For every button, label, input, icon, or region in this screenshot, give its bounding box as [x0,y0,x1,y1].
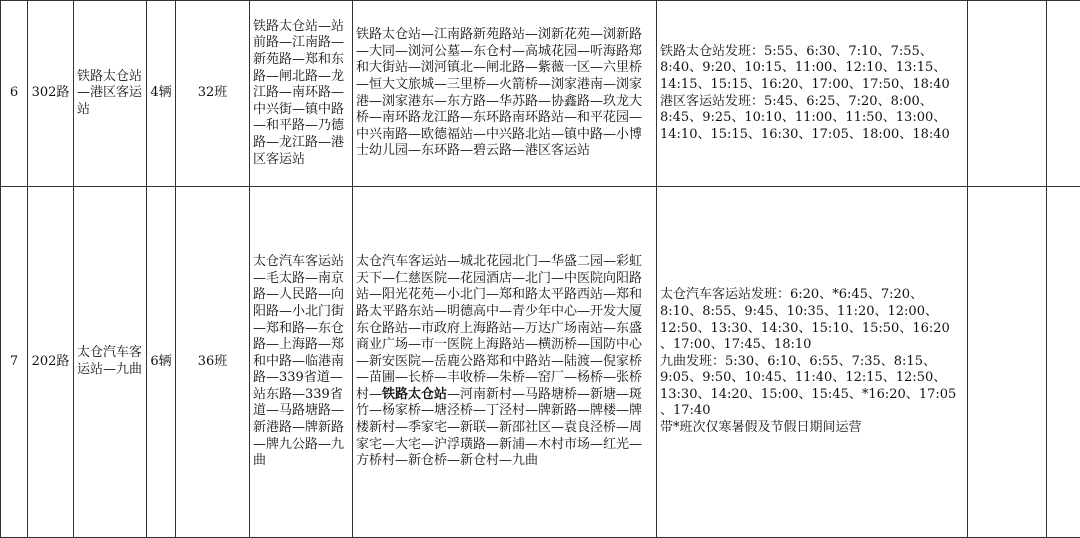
table-row [1,187,1080,538]
empty-cell [968,187,1047,538]
route-name: 太仓汽车客运站—九曲 [74,187,147,538]
route-number: 302路 [28,1,74,187]
route-stops: 铁路太仓站—江南路新苑路站—浏新花苑—浏新路—大同—浏河公墓—东仓村—高城花园—听海路郑和大街站—浏河镇北—闸北路—紫薇一区—六里桥—恒大文旅城—三里桥—火箭桥—浏家港南—浏家港—浏家港东—东方路—华苏路—协鑫路—玖龙大桥—南环路龙江路—东环路南环路站—和平花园—中兴南路—欧德福站—中兴路北站—镇中路—小博士幼儿园—东环路—碧云路—港区客运站 [353,1,657,187]
schedule-line: 九曲发班：5:30、6:10、6:55、7:35、8:15、 [660,354,964,371]
schedule-line: 8:45、9:25、10:10、11:00、11:50、13:00、 [660,110,964,127]
trip-count: 36班 [176,187,250,538]
schedule-note: 带*班次仅寒暑假及节假日期间运营 [660,420,964,437]
empty-cell [968,1,1047,187]
departure-schedule [657,187,968,538]
schedule-line: 14:15、15:15、16:20、17:00、17:50、18:40 [660,77,964,94]
vehicle-count: 6辆 [147,187,176,538]
vehicle-count: 4辆 [147,1,176,187]
schedule-line: 9:05、9:50、10:45、11:40、12:15、12:50、 [660,370,964,387]
schedule-line: 港区客运站发班：5:45、6:25、7:20、8:00、 [660,94,964,111]
route-stops [353,187,657,538]
route-name: 铁路太仓站—港区客运站 [74,1,147,187]
route-stops-after: —河南新村—马路塘桥—新塘—斑竹—杨家桥—塘泾桥—丁泾村—牌新路—牌楼—牌楼新村—季家宅—新联—新邵社区—袁良泾桥—周家宅—大宅—沪浮璜路—新浦—木村市场—红光—方桥村—新仓桥—新仓村—九曲 [356,387,642,468]
route-roads: 太仓汽车客运站—毛太路—南京路—人民路—向阳路—小北门街—郑和路—东仓路—上海路—郑和中路—临港南路—339省道—站东路—339省道—马路塘路—新港路—牌新路—牌九公路—九曲 [250,187,353,538]
route-stops-highlight: 铁路太仓站 [382,387,447,402]
schedule-line: 12:50、13:30、14:30、15:10、15:50、16:20 [660,321,964,338]
departure-schedule [657,1,968,187]
trip-count: 32班 [176,1,250,187]
empty-cell [1047,1,1080,187]
table-row [1,1,1080,187]
schedule-line: 铁路太仓站发班：5:55、6:30、7:10、7:55、 [660,44,964,61]
schedule-line: 14:10、15:15、16:30、17:05、18:00、18:40 [660,127,964,144]
empty-cell [1047,187,1080,538]
route-number: 202路 [28,187,74,538]
route-roads: 铁路太仓站—站前路—江南路—新苑路—郑和东路—闸北路—龙江路—南环路—中兴街—镇中路—和平路—乃德路—龙江路—港区客运站 [250,1,353,187]
schedule-line: 13:30、14:20、15:00、15:45、*16:20、17:05 [660,387,964,404]
schedule-line: 8:40、9:20、10:15、11:00、12:10、13:15、 [660,60,964,77]
schedule-line: 、17:40 [660,403,964,420]
row-number: 7 [1,187,28,538]
route-stops-before: 太仓汽车客运站—城北花园北门—华盛二园—彩虹天下—仁慈医院—花园酒店—北门—中医院向阳路站—阳光花苑—小北门—郑和路太平路西站—郑和路太平路东站—明德高中—青少年中心—开发大厦东仓路站—市政府上海路站—万达广场南站—东盛商业广场—市一医院上海路站—横沥桥—国防中心—新安医院—岳鹿公路郑和中路站—陆渡—倪家桥—苗圃—长桥—丰收桥—朱桥—窑厂—杨桥—张桥村— [356,254,642,402]
schedule-line: 太仓汽车客运站发班：6:20、*6:45、7:20、 [660,287,964,304]
row-number: 6 [1,1,28,187]
schedule-line: 、17:00、17:45、18:10 [660,337,964,354]
schedule-line: 8:10、8:55、9:45、10:35、11:20、12:00、 [660,304,964,321]
